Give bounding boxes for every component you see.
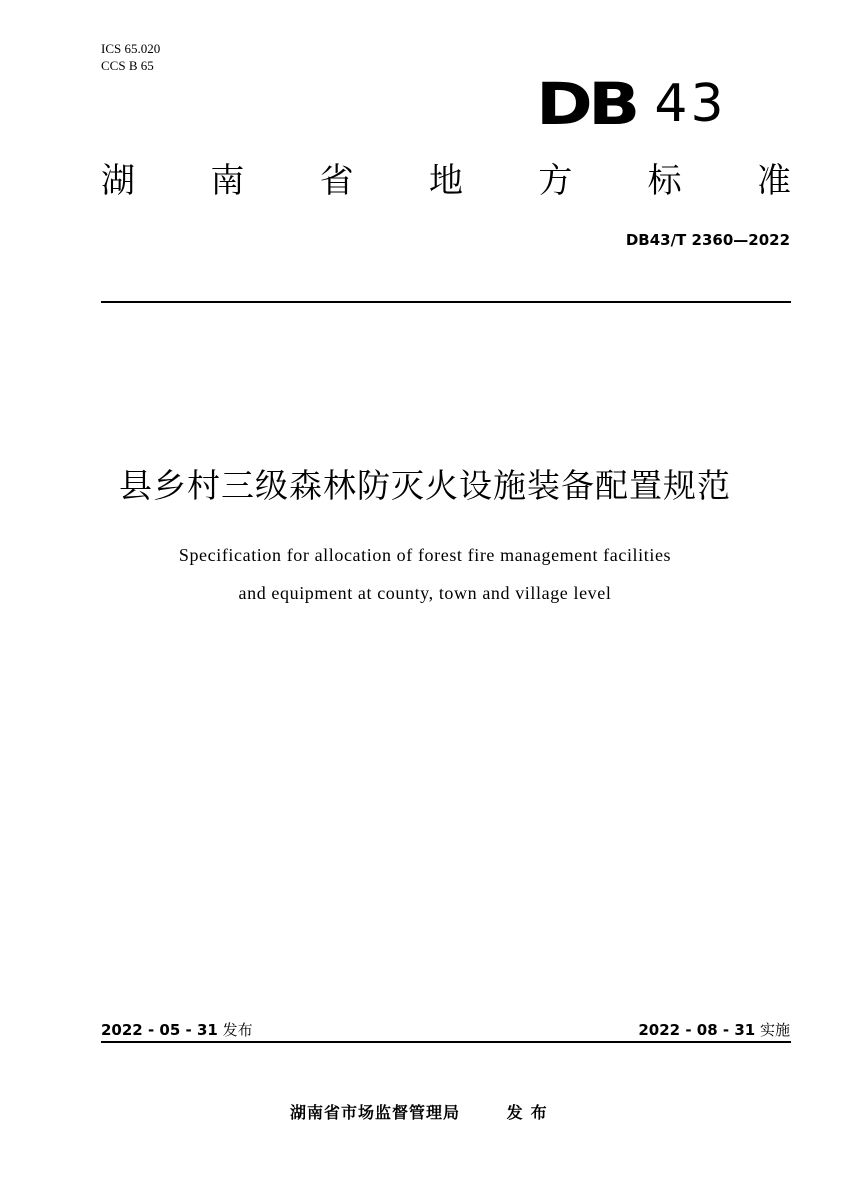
english-title-line: and equipment at county, town and village level — [238, 583, 612, 603]
db-logo — [536, 70, 727, 138]
standard-number: DB43/T 2360—2022 — [625, 231, 790, 249]
implement-label: 实施 — [759, 1021, 790, 1039]
standard-type-char: 南 — [210, 161, 245, 201]
publish-date: 2022 - 05 - 31 — [101, 1021, 218, 1039]
publish-label: 发布 — [222, 1021, 253, 1039]
english-title — [0, 536, 850, 612]
db-logo-code: 43 — [654, 74, 727, 134]
db-logo-letters: DB — [536, 70, 636, 138]
issuer-name: 湖南省市场监督管理局 — [290, 1103, 461, 1122]
issuer-action: 发布 — [506, 1103, 555, 1122]
implement-date: 2022 - 08 - 31 — [638, 1021, 756, 1039]
english-title-line: Specification for allocation of forest fire management facilities — [178, 545, 672, 565]
standard-type-char: 准 — [756, 161, 791, 201]
standard-type-char: 标 — [647, 161, 682, 201]
ics-code: ICS 65.020 — [101, 41, 161, 56]
implement-date-block — [638, 1019, 790, 1040]
ccs-code: CCS B 65 — [101, 58, 154, 73]
standard-type-heading — [101, 158, 791, 204]
standard-type-char: 省 — [319, 161, 354, 201]
issuer-line — [290, 1100, 555, 1123]
chinese-title: 县乡村三级森林防灭火设施装备配置规范 — [119, 466, 731, 505]
classification-codes — [101, 40, 160, 74]
top-divider — [101, 301, 791, 303]
bottom-divider — [101, 1041, 791, 1043]
publish-date-block — [101, 1019, 253, 1040]
standard-type-char: 方 — [538, 161, 573, 201]
standard-type-char: 地 — [428, 161, 463, 201]
standard-type-char: 湖 — [101, 161, 135, 201]
